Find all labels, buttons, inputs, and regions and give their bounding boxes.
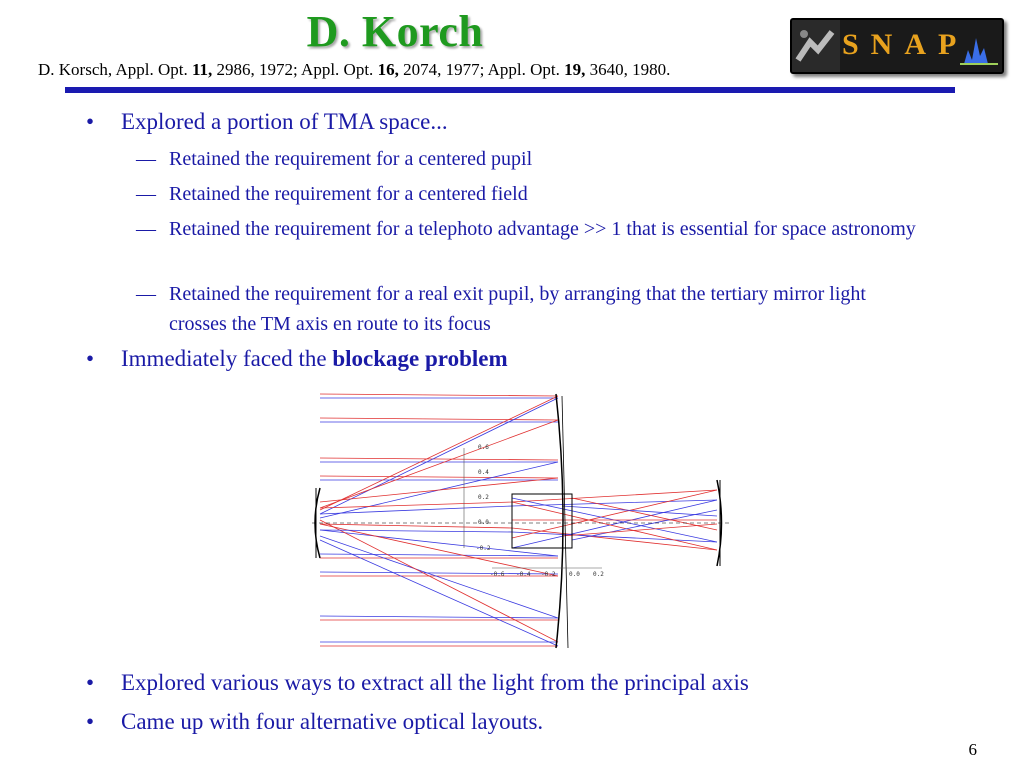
bullet-text-prefix: Immediately faced the — [121, 346, 333, 371]
x-tick: 0.0 — [569, 571, 580, 578]
y-tick: -0.2 — [476, 545, 491, 552]
citation — [38, 60, 670, 80]
citation-volume-1: 11, — [191, 60, 213, 79]
snap-logo — [790, 18, 1004, 74]
y-tick: 0.4 — [478, 469, 489, 476]
dash-marker: — — [136, 218, 156, 240]
bullet-marker: • — [86, 109, 95, 134]
y-tick: 0.2 — [478, 494, 489, 501]
y-tick: 0.0 — [478, 519, 489, 526]
dash-marker: — — [136, 183, 156, 205]
dash-marker: — — [136, 148, 156, 170]
primary-mirror — [556, 394, 563, 648]
title-divider — [65, 87, 955, 93]
optical-ray-diagram — [312, 390, 732, 652]
bullet-text: Explored various ways to extract all the light from the principal axis — [121, 670, 749, 695]
citation-part-4: 3640, 1980. — [585, 60, 671, 79]
subbullet-text: Retained the requirement for a centered pupil — [169, 148, 533, 170]
x-tick: 0.2 — [593, 571, 604, 578]
citation-part-1: D. Korsch, Appl. Opt. — [38, 60, 192, 79]
y-tick: 0.6 — [478, 444, 489, 451]
x-tick: -0.2 — [541, 571, 556, 578]
page-number: 6 — [968, 740, 977, 759]
citation-part-3: 2074, 1977; Appl. Opt. — [398, 60, 565, 79]
bullet-marker: • — [86, 670, 95, 695]
subbullet-text: Retained the requirement for a telephoto advantage >> 1 that is essential for space astronomy — [169, 218, 916, 240]
citation-part-2: 2986, 1972; Appl. Opt. — [212, 60, 378, 79]
x-tick: -0.4 — [516, 571, 531, 578]
reflected-rays — [320, 396, 717, 646]
citation-volume-3: 19, — [564, 60, 586, 79]
bullet-marker: • — [86, 709, 95, 734]
logo-text: SNAP — [842, 28, 969, 61]
bullet-text: Explored a portion of TMA space... — [121, 109, 448, 134]
x-tick: -0.6 — [490, 571, 505, 578]
subbullet-text: Retained the requirement for a centered field — [169, 183, 528, 205]
bullet-text: Came up with four alternative optical layouts. — [121, 709, 544, 734]
slide-title: D. Korch — [306, 7, 484, 56]
citation-volume-2: 16, — [377, 60, 399, 79]
bullet-text — [121, 346, 508, 372]
bullet-marker: • — [86, 346, 95, 371]
subbullet-text: Retained the requirement for a real exit pupil, by arranging that the tertiary mirror light crosses the TM axis en route to its focus — [169, 283, 866, 335]
dash-marker: — — [136, 283, 156, 305]
blockage-problem-emphasis: blockage problem — [332, 346, 508, 371]
